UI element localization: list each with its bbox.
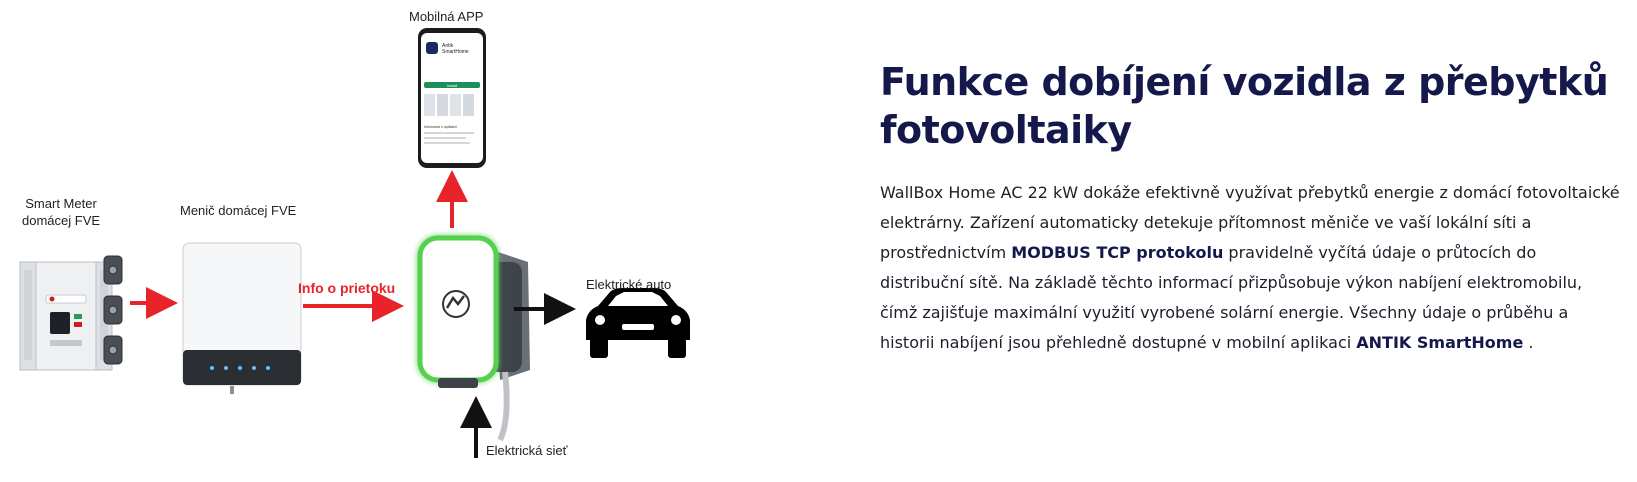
feature-description xyxy=(880,58,1620,358)
grid-label: Elektrická sieť xyxy=(486,443,568,458)
page-title: Funkce dobíjení vozidla z přebytků fotovoltaiky xyxy=(880,60,1609,152)
car-icon xyxy=(586,288,690,358)
mobile-app-label: Mobilná APP xyxy=(409,9,484,24)
current-clamp-icon xyxy=(104,256,122,364)
car-label: Elektrické auto xyxy=(586,277,672,292)
flow-info-label: Info o prietoku xyxy=(298,280,396,296)
phone-icon xyxy=(418,28,486,168)
inverter-label: Menič domácej FVE xyxy=(180,203,297,218)
app-name-line1: Antik xyxy=(442,43,454,49)
paragraph-text-1: WallBox Home AC 22 kW dokáže efektivně využívat přebytků energie z domácí fotovoltaické elektrárny. Zařízení automaticky detekuje přítomnost měniče ve vaší lokální síti a prostřednictvím xyxy=(880,183,1620,262)
smart-meter-label-line1: Smart Meter xyxy=(25,196,97,211)
smart-meter-label-line2: domácej FVE xyxy=(22,213,101,228)
smart-meter-label xyxy=(22,195,100,229)
about-app-label: Informácie o aplikácii xyxy=(424,125,457,129)
modbus-highlight: MODBUS TCP protokolu xyxy=(1011,243,1224,262)
app-name-line2: SmartHome xyxy=(442,49,469,55)
inverter-icon xyxy=(183,243,301,394)
feature-paragraph xyxy=(880,178,1620,358)
install-label: Install xyxy=(446,82,458,88)
smart-meter-icon xyxy=(20,262,112,370)
paragraph-text-3: . xyxy=(1523,333,1534,352)
smarthome-app-highlight: ANTIK SmartHome xyxy=(1356,333,1524,352)
paragraph-text-2: pravidelně vyčítá údaje o průtocích do distribuční sítě. Na základě těchto informací přizpůsobuje výkon nabíjení elektromobilu, čímž zajišťuje maximální využití vyrobené solární energie. Všechny údaje o průběhu a historii nabíjení jsou přehledně dostupné v mobilní aplikaci xyxy=(880,243,1583,352)
